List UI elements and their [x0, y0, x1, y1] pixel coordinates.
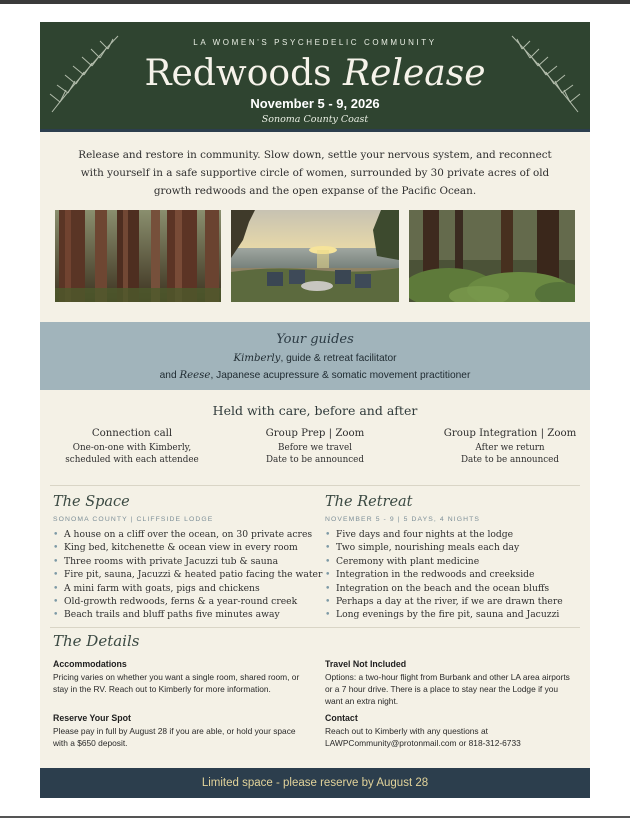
retreat-list [325, 528, 563, 622]
hero-bottom-band [40, 129, 590, 132]
flyer-page [40, 22, 590, 798]
bottom-edge-line [0, 816, 630, 818]
forest-ferns-photo [409, 210, 575, 302]
list-item: • Five days and four nights at the lodge [325, 528, 563, 541]
page-title [40, 52, 590, 96]
retreat-location: Sonoma County Coast [261, 114, 369, 125]
footer-banner [40, 768, 590, 798]
retreat-title: The Retreat [325, 494, 413, 510]
list-item: • Old-growth redwoods, ferns & a year-round creek [53, 595, 322, 608]
list-item: • Three rooms with private Jacuzzi tub & sauna [53, 555, 322, 568]
care-line: Before we travel [278, 443, 352, 453]
section-divider [50, 485, 580, 486]
reserve-body: Please pay in full by August 28 if you are able, or hold your space with a $650 deposit. [53, 726, 296, 748]
list-item: • Two simple, nourishing meals each day [325, 541, 563, 554]
guide-name: Reese [179, 370, 211, 381]
contact-heading: Contact [325, 713, 358, 723]
guide-role: , guide & retreat facilitator [280, 353, 397, 364]
top-edge-bar [0, 0, 630, 4]
list-item: • Perhaps a day at the river, if we are drawn there [325, 595, 563, 608]
details-title: The Details [53, 632, 140, 650]
list-item: • Long evenings by the fire pit, sauna and Jacuzzi [325, 608, 563, 621]
guide-kimberly [40, 353, 590, 364]
guide-name: Kimberly [233, 353, 281, 364]
list-item: • King bed, kitchenette & ocean view in every room [53, 541, 322, 554]
care-group-integration [425, 428, 590, 466]
list-item: • Integration on the beach and the ocean bluffs [325, 582, 563, 595]
guide-prefix: and [159, 370, 180, 381]
accommodations-body: Pricing varies on whether you want a single room, shared room, or stay in the RV. Reach out to Kimberly for more information. [53, 672, 300, 694]
care-line: One-on-one with Kimberly, [72, 443, 192, 453]
list-item: • A house on a cliff over the ocean, on 30 private acres [53, 528, 322, 541]
guides-band [40, 322, 590, 390]
care-line: Date to be announced [460, 455, 560, 465]
care-heading: Group Integration | Zoom [443, 428, 577, 439]
care-connection-call [47, 428, 217, 466]
section-divider [50, 627, 580, 628]
list-item: • Fire pit, sauna, Jacuzzi & heated patio facing the water [53, 568, 322, 581]
redwood-trunks-photo [55, 210, 221, 302]
care-heading: Connection call [91, 428, 173, 439]
guide-reese [40, 370, 590, 381]
list-item: • A mini farm with goats, pigs and chickens [53, 582, 322, 595]
contact-body: Reach out to Kimberly with any questions at LAWPCommunity@protonmail.com or 818-312-6733 [325, 726, 521, 748]
retreat-subtitle: NOVEMBER 5 - 9 | 5 DAYS, 4 NIGHTS [325, 516, 481, 523]
guides-title: Your guides [276, 332, 354, 347]
hero-banner [40, 22, 590, 129]
intro-paragraph: Release and restore in community. Slow down, settle your nervous system, and reconnect with yourself in a safe supportive circle of women, surrounded by 30 private acres of old growth redwoods and the open expanse of the Pacific Ocean. [78, 149, 552, 197]
list-item: • Beach trails and bluff paths five minutes away [53, 608, 322, 621]
community-kicker: LA WOMEN'S PSYCHEDELIC COMMUNITY [193, 38, 437, 47]
travel-heading: Travel Not Included [325, 659, 407, 669]
care-line: Date to be announced [265, 455, 365, 465]
care-heading: Group Prep | Zoom [265, 428, 365, 439]
title-accent: Release [343, 53, 486, 94]
title-main: Redwoods [144, 53, 332, 94]
travel-body: Options: a two-hour flight from Burbank and other LA area airports or a 7 hour drive. There is a place to stay near the Lodge if you want an extra night. [325, 672, 570, 706]
care-line: After we return [475, 443, 545, 453]
space-subtitle: SONOMA COUNTY | CLIFFSIDE LODGE [53, 516, 214, 523]
retreat-dates: November 5 - 9, 2026 [250, 96, 380, 111]
accommodations-heading: Accommodations [53, 659, 127, 669]
care-group-prep [230, 428, 400, 466]
guide-role: , Japanese acupressure & somatic movement practitioner [210, 370, 471, 381]
list-item: • Integration in the redwoods and creekside [325, 568, 563, 581]
care-line: scheduled with each attendee [65, 455, 199, 465]
reserve-deadline: Limited space - please reserve by August 28 [201, 777, 429, 789]
space-title: The Space [53, 494, 130, 510]
care-title: Held with care, before and after [212, 403, 418, 418]
space-list [53, 528, 322, 622]
ocean-firepit-photo [231, 210, 399, 302]
list-item: • Ceremony with plant medicine [325, 555, 563, 568]
reserve-heading: Reserve Your Spot [53, 713, 131, 723]
